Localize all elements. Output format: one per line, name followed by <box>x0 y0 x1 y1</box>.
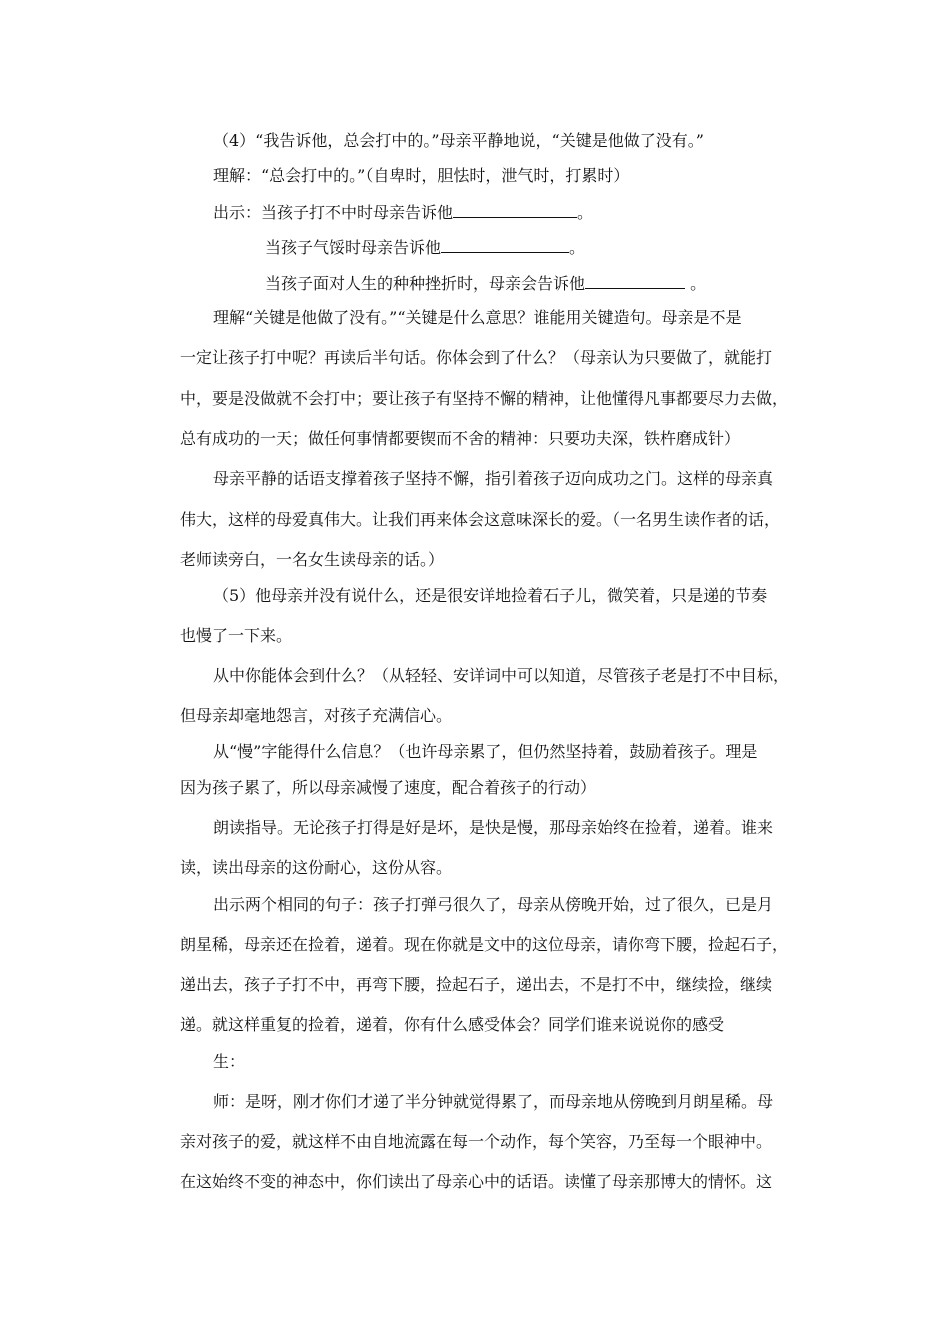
text-line: 母亲平静的话语支撑着孩子坚持不懈，指引着孩子迈向成功之门。这样的母亲真 <box>213 469 774 488</box>
text-segment: 。 <box>685 274 707 293</box>
text-line: （5）他母亲并没有说什么，还是很安详地捡着石子儿，微笑着，只是递的节奏 <box>213 586 768 605</box>
text-segment: 出示：当孩子打不中时母亲告诉他 <box>213 203 454 222</box>
text-line: 老师读旁白，一名女生读母亲的话。） <box>180 550 445 569</box>
answer-blank <box>585 272 685 289</box>
text-line: 从中你能体会到什么？（从轻轻、安详词中可以知道，尽管孩子老是打不中目标， <box>213 666 790 685</box>
text-segment: 当孩子面对人生的种种挫折时，母亲会告诉他 <box>265 274 586 293</box>
text-line: 因为孩子累了，所以母亲减慢了速度，配合着孩子的行动） <box>180 778 597 797</box>
answer-blank <box>441 236 569 253</box>
text-line: 中，要是没做就不会打中；要让孩子有坚持不懈的精神，让他懂得凡事都要尽力去做， <box>180 389 789 408</box>
text-line: 伟大，这样的母爱真伟大。让我们再来体会这意味深长的爱。（一名男生读作者的话， <box>180 510 781 529</box>
fill-in-line <box>213 201 593 223</box>
text-segment: 。 <box>577 203 594 222</box>
text-line: 朗星稀，母亲还在捡着，递着。现在你就是文中的这位母亲，请你弯下腰，捡起石子， <box>180 935 789 954</box>
text-line: 朗读指导。无论孩子打得是好是坏，是快是慢，那母亲始终在捡着，递着。谁来 <box>213 818 774 837</box>
text-line: 出示两个相同的句子：孩子打弹弓很久了，母亲从傍晚开始，过了很久，已是月 <box>213 895 774 914</box>
text-line: 但母亲却毫地怨言，对孩子充满信心。 <box>180 706 453 725</box>
text-line: 总有成功的一天；做任何事情都要锲而不舍的精神：只要功夫深，铁杵磨成针） <box>180 429 741 448</box>
fill-in-line <box>265 236 585 258</box>
text-line: 亲对孩子的爱，就这样不由自地流露在每一个动作，每个笑容，乃至每一个眼神中。 <box>180 1132 773 1151</box>
text-line: 递。就这样重复的捡着，递着，你有什么感受体会？同学们谁来说说你的感受 <box>180 1015 725 1034</box>
text-segment: 。 <box>569 238 586 257</box>
text-line: 递出去，孩子子打不中，再弯下腰，捡起石子，递出去，不是打不中，继续捡，继续 <box>180 975 773 994</box>
text-line: （4）“我告诉他，总会打中的。”母亲平静地说，“关键是他做了没有。” <box>213 131 704 150</box>
text-line: 从“慢”字能得什么信息？（也许母亲累了，但仍然坚持着，鼓励着孩子。理是 <box>213 742 758 761</box>
text-line: 师：是呀，刚才你们才递了半分钟就觉得累了，而母亲地从傍晚到月朗星稀。母 <box>213 1092 774 1111</box>
text-line: 生： <box>213 1052 246 1071</box>
answer-blank <box>453 201 577 218</box>
text-line: 读，读出母亲的这份耐心，这份从容。 <box>180 858 453 877</box>
fill-in-line <box>265 272 706 294</box>
text-line: 也慢了一下来。 <box>180 626 293 645</box>
text-line: 理解：“总会打中的。”（自卑时，胆怯时，泄气时，打累时） <box>213 166 630 185</box>
text-line: 一定让孩子打中呢？再读后半句话。你体会到了什么？（母亲认为只要做了，就能打 <box>180 348 773 367</box>
text-line: 在这始终不变的神态中，你们读出了母亲心中的话语。读懂了母亲那博大的情怀。这 <box>180 1172 773 1191</box>
text-segment: 当孩子气馁时母亲告诉他 <box>265 238 442 257</box>
text-line: 理解“关键是他做了没有。”“关键是什么意思？谁能用关键造句。母亲是不是 <box>213 308 742 327</box>
